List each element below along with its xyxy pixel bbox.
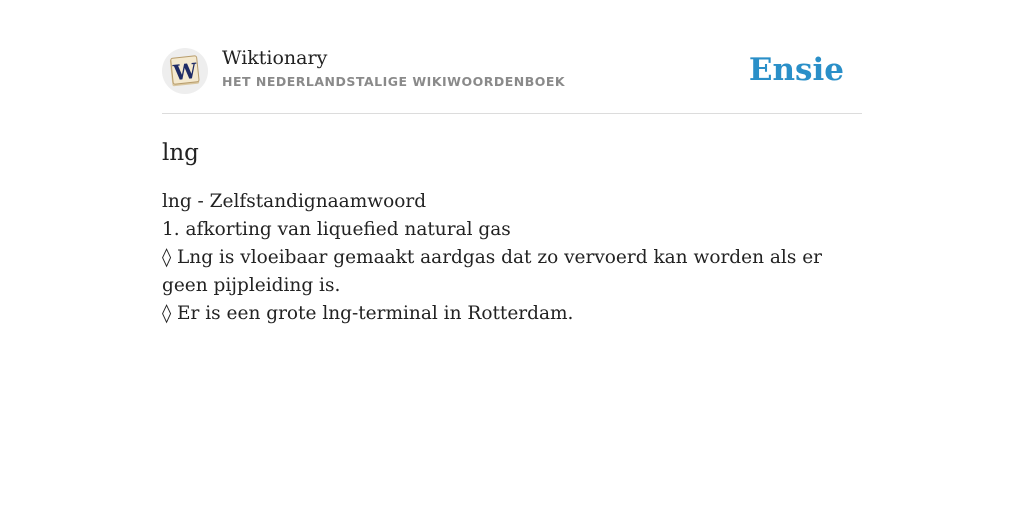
site-title[interactable]: Wiktionary bbox=[222, 47, 328, 69]
ensie-brand-logo[interactable]: Ensie bbox=[748, 52, 844, 88]
wiktionary-logo-icon[interactable] bbox=[162, 48, 208, 94]
entry-definition bbox=[162, 188, 862, 328]
part-of-speech-line: lng - Zelfstandignaamwoord bbox=[162, 191, 427, 212]
svg-text:W: W bbox=[172, 57, 199, 86]
example-sentence: ◊ Er is een grote lng-terminal in Rotterdam. bbox=[162, 303, 574, 324]
entry-title: lng bbox=[162, 140, 199, 166]
example-sentence: ◊ Lng is vloeibaar gemaakt aardgas dat zo vervoerd kan worden als er geen pijpleiding is. bbox=[162, 247, 822, 296]
site-header bbox=[162, 44, 862, 114]
definition-line: 1. afkorting van liquefied natural gas bbox=[162, 219, 511, 240]
site-subtitle: HET NEDERLANDSTALIGE WIKIWOORDENBOEK bbox=[222, 74, 566, 89]
page-container bbox=[162, 44, 862, 328]
wiktionary-tile-icon bbox=[168, 54, 202, 88]
